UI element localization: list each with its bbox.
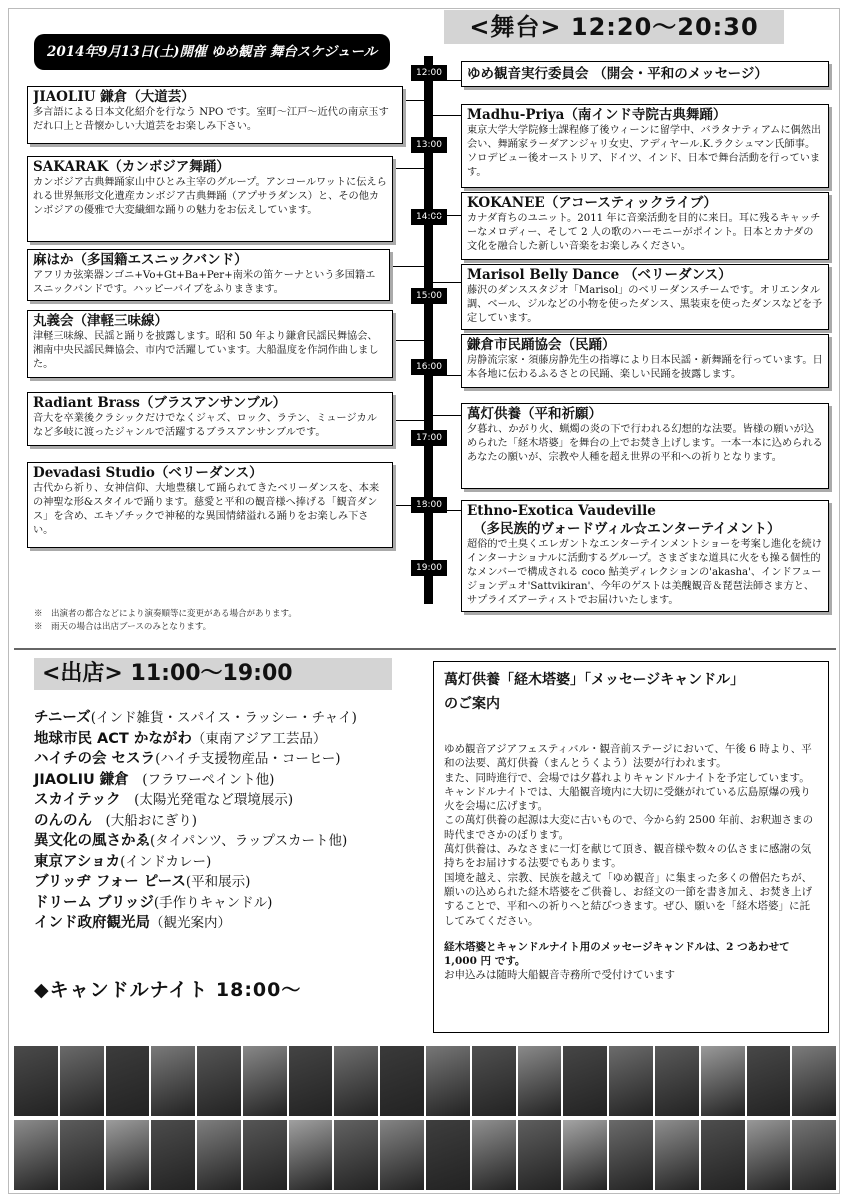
photo-thumbnail [609,1046,653,1116]
act-description: 藤沢のダンススタジオ「Marisol」のベリーダンスチームです。オリエンタル調、ベール、ジルなどの小物を使ったダンス、黒装束を使ったダンスなどを予定しています。 [467,285,823,324]
shop-name: ドリーム ブリッジ [34,894,154,911]
photo-thumbnail [472,1120,516,1190]
info-paragraph: ゆめ観音アジアフェスティバル・観音前ステージにおいて、午後 6 時より、平和の法要、萬灯供養（まんとうくよう）法要が行われます。 [444,743,812,770]
photo-thumbnail [655,1046,699,1116]
photo-thumbnail [380,1046,424,1116]
timeline-connector [390,266,424,267]
photo-thumbnail [380,1120,424,1190]
time-label: 18:00 [411,497,447,513]
stage-act-madhu-priya [461,104,829,188]
time-label: 17:00 [411,430,447,446]
shop-desc: （観光案内） [150,915,231,931]
shop-desc: (ハイチ支援物産品・コーヒー) [155,751,341,767]
photo-thumbnail [701,1046,745,1116]
timeline-connector [433,215,461,216]
shop-desc: (インドカレー) [120,853,212,870]
shop-item [34,852,357,873]
shop-list [34,708,357,934]
shop-name: ブリッヂ フォー ピース [34,874,186,890]
shop-item [34,729,357,750]
act-title: 鎌倉市民踊協会（民踊） [467,337,616,353]
act-description: 古代から祈り、女神信仰、大地豊穣して踊られてきたベリーダンスを、本来の神聖な形&スタイルで踊ります。慈愛と平和の観音様へ捧げる「観音ダンス」を含め、エキゾチックで神秘的な異国情緒溢れる踊りをお楽しみ下さい。 [33,483,380,536]
timeline-connector [433,80,461,81]
candle-night: ◆キャンドルナイト 18:00～ [34,979,302,1001]
shop-desc: (フラワーペイント他) [128,771,275,788]
time-label: 15:00 [411,288,447,304]
act-description: アフリカ弦楽器ンゴニ+Vo+Gt+Ba+Per+南米の笛ケーナという多国籍エスニックバンドです。ハッピーバイブをふりまきます。 [33,270,376,295]
timeline-connector [433,115,461,116]
shop-item [34,770,357,791]
timeline-connector [433,375,461,376]
act-title: Marisol Belly Dance （ベリーダンス） [467,267,732,283]
act-description: カンボジア古典舞踊家山中ひとみ主宰のグループ。アンコールワットに伝えられる世界無形文化遺産カンボジア古典舞踊（アプサラダンス）と、その他カンボジアの優雅で大変繊細な踊りの魅力をお伝えしています。 [33,177,387,216]
time-label: 12:00 [411,65,447,81]
photo-thumbnail [609,1120,653,1190]
shop-desc: （東南アジア工芸品） [191,730,327,747]
photo-thumbnail [197,1120,241,1190]
time-label: 13:00 [411,137,447,153]
act-title: ゆめ観音実行委員会 （開会・平和のメッセージ） [467,66,768,82]
shop-desc: (太陽光発電など環境展示) [120,792,294,808]
shop-name: インド政府観光局 [34,915,150,931]
photo-thumbnail [60,1120,104,1190]
photo-thumbnail [426,1046,470,1116]
timeline-connector [393,340,424,341]
act-description: 音大を卒業後クラシックだけでなくジャズ、ロック、ラテン、ミュージカルなど多岐に渡ったジャンルで活躍するブラスアンサンブルです。 [33,413,377,438]
act-title: Ethno-Exotica Vaudeville [467,503,656,519]
act-description: 東京大学大学院修士課程修了後ウィーンに留学中、バラタナティアムに偶然出会い、舞踊家ラーダアンジャリ女史、アディヤール.K.ラクシュマン氏師事。ソロデビュー後オーストリア、ドイツ、インド、日本で舞台活動を行っています。 [467,125,822,178]
act-description: カナダ育ちのユニット。2011 年に音楽活動を目的に来日。耳に残るキャッチーなメロディー、そして 2 人の歌のハーモニーがポイント。日本とカナダの文化を融合した新しい音楽をお楽しみください。 [467,213,821,252]
shop-desc: (タイパンツ、ラップスカート他) [150,833,348,849]
info-box [433,661,829,1033]
shop-name: 東京アショカ [34,853,121,870]
photo-thumbnail [655,1120,699,1190]
note-line: ※ 雨天の場合は出店ブースのみとなります。 [34,622,212,632]
shop-desc: (平和展示) [185,874,251,890]
photo-thumbnail [426,1120,470,1190]
info-paragraph: この萬灯供養の起源は大変に古いもので、今から約 2500 年前、お釈迦さまの時代までさかのぼります。 [444,814,814,841]
act-description: 津軽三味線、民謡と踊りを披露します。昭和 50 年より鎌倉民謡民舞協会、湘南中央民謡民舞協会、市内で活躍しています。大船温度を作詞作曲しました。 [33,331,379,370]
photo-thumbnail [792,1046,836,1116]
photo-strip-bottom [14,1120,836,1190]
info-title: 萬灯供養「経木塔婆」「メッセージキャンドル」 [444,672,745,688]
stage-act-marugikai [27,310,393,378]
shop-header: <出店> 11:00～19:00 [34,658,392,690]
photo-thumbnail [14,1120,58,1190]
time-label: 19:00 [411,560,447,576]
act-title: JIAOLIU 鎌倉（大道芸） [33,89,195,105]
act-title: Radiant Brass（ブラスアンサンブル） [33,395,287,411]
stage-act-mantou-kuyou [461,403,829,489]
stage-act-radiant-brass [27,392,393,446]
shop-name: 異文化の風さかゑ [34,833,150,849]
event-banner: 2014年9月13日(土)開催 ゆめ観音 舞台スケジュール [34,34,390,70]
photo-thumbnail [60,1046,104,1116]
shop-item [34,708,357,729]
stage-act-asahaka [27,249,390,301]
photo-thumbnail [243,1120,287,1190]
timeline-connector [433,510,461,511]
photo-thumbnail [289,1120,333,1190]
shop-item [34,893,357,914]
timeline-connector [433,282,461,283]
timeline-connector [433,415,461,416]
photo-thumbnail [701,1120,745,1190]
shop-name: スカイテック [34,792,121,808]
act-title: 丸義会（津軽三味線） [33,313,168,329]
photo-thumbnail [14,1046,58,1116]
stage-act-kokanee [461,192,829,260]
stage-header: <舞台> 12:20～20:30 [444,10,784,44]
photo-strip-top [14,1046,836,1116]
notes [34,608,297,634]
stage-act-jiaoliu [27,86,403,144]
shop-item [34,811,357,832]
shop-item [34,913,357,934]
info-apply-note: お申込みは随時大船観音寺務所で受付けています [444,968,675,981]
photo-thumbnail [747,1120,791,1190]
photo-thumbnail [106,1120,150,1190]
stage-act-opening [461,61,829,87]
photo-thumbnail [289,1046,333,1116]
act-description: 夕暮れ、かがり火、蝋燭の炎の下で行われる幻想的な法要。皆様の願いが込められた「経木塔婆」を舞台の上でお焚き上げします。一本一本に込められるあなたの願いが、宗教や人種を超え世界の平和への祈りとなります。 [467,424,823,463]
shop-name: JIAOLIU 鎌倉 [34,771,129,788]
section-divider [14,648,836,650]
note-line: ※ 出演者の都合などにより演奏順等に変更がある場合があります。 [34,609,297,619]
act-description: 超俗的で土臭くエレガントなエンターテインメントショーを考案し進化を続けインターナショナルに活動するグループ。さまざまな道具に火をも操る個性的なメンバーで構成される coco 鮎美ディレクションの'akasha'、インドフュージョンデュオ'Sattvikiran'、今年のゲストは美醜観音＆琵琶法師さま方と、サプライズアーティストでお届けいたします。 [467,539,822,606]
act-title: SAKARAK（カンボジア舞踊） [33,159,230,175]
act-description: 多言語による日本文化紹介を行なう NPO です。室町～江戸～近代の南京玉すだれ口上と昔懐かしい大道芸をお楽しみ下さい。 [33,107,389,132]
info-title: のご案内 [444,696,500,712]
photo-thumbnail [747,1046,791,1116]
shop-item [34,872,357,893]
photo-thumbnail [151,1046,195,1116]
shop-desc: (大船おにぎり) [92,812,198,829]
photo-thumbnail [151,1120,195,1190]
shop-desc: (手作りキャンドル) [153,894,273,911]
time-label: 16:00 [411,359,447,375]
shop-item [34,790,357,811]
photo-thumbnail [518,1046,562,1116]
photo-thumbnail [792,1120,836,1190]
timeline-connector [393,420,424,421]
photo-thumbnail [518,1120,562,1190]
timeline-connector [404,100,424,101]
shop-name: チニーズ [34,710,91,726]
act-title: Madhu-Priya（南インド寺院古典舞踊） [467,107,727,123]
photo-thumbnail [334,1046,378,1116]
info-paragraph: また、同時進行で、会場では夕暮れよりキャンドルナイトを予定しています。キャンドルナイトでは、大船観音境内に大切に受継がれている広島原爆の残り火を会場に広げます。 [444,771,811,813]
shop-item [34,749,357,770]
stage-act-ethno-exotica [461,500,829,612]
photo-thumbnail [243,1046,287,1116]
stage-act-sakarak [27,156,393,242]
timeline-connector [393,168,424,169]
act-description: 房静流宗家・須藤房静先生の指導により日本民謡・新舞踊を行っています。日本各地に伝わるふるさとの民踊、楽しい民踊を披露します。 [467,355,823,380]
photo-thumbnail [563,1046,607,1116]
timeline-connector [393,505,424,506]
info-note [444,940,818,982]
photo-thumbnail [472,1046,516,1116]
photo-thumbnail [334,1120,378,1190]
photo-thumbnail [106,1046,150,1116]
act-title: 萬灯供養（平和祈願） [467,406,602,422]
shop-item [34,831,357,852]
act-subtitle: （多民族的ヴォードヴィル☆エンターテイメント） [473,521,781,537]
info-body [444,742,818,928]
shop-name: のんのん [34,812,92,829]
info-paragraph: 国境を越え、宗教、民族を越えて「ゆめ観音」に集まった多くの僧侶たちが、願いの込められた経木塔婆をご供養し、お経文の一節を書き加え、お焚き上げすることで、平和への祈りへと結びつきます。ぜひ、願いを「経木塔婆」に託してみてください。 [444,871,813,927]
act-title: Devadasi Studio（ベリーダンス） [33,465,263,481]
stage-act-kamakura-minyo [461,334,829,388]
stage-act-devadasi [27,462,393,548]
shop-name: ハイチの会 セスラ [34,751,156,767]
photo-thumbnail [197,1046,241,1116]
time-label: 14:00 [411,209,447,225]
act-title: KOKANEE（アコースティックライブ） [467,195,717,211]
photo-thumbnail [563,1120,607,1190]
info-price-note: 経木塔婆とキャンドルナイト用のメッセージキャンドルは、2 つあわせて 1,000 円 です。 [444,940,790,967]
shop-desc: (インド雑貨・スパイス・ラッシー・チャイ) [90,710,357,726]
stage-act-marisol [461,264,829,330]
info-paragraph: 萬灯供養は、みなさまに一灯を献じて頂き、観音様や数々の仏さまに感謝の気持ちをお届けする法要でもあります。 [444,843,812,870]
act-title: 麻はか（多国籍エスニックバンド） [33,252,248,268]
shop-name: 地球市民 ACT かながわ [34,730,192,747]
